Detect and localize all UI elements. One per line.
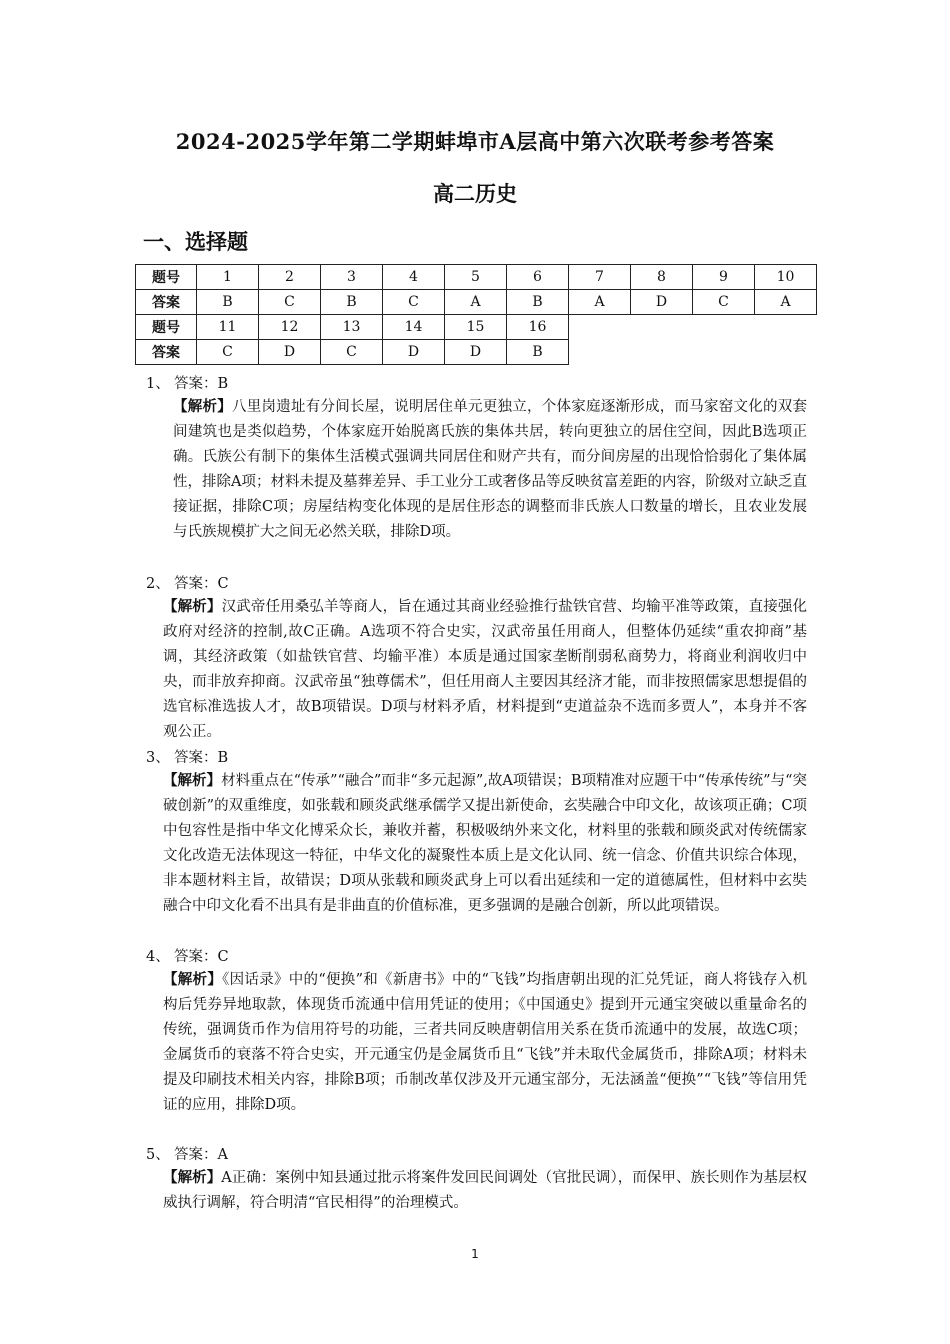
section-heading: 一、选择题 bbox=[143, 229, 248, 254]
question-number: 4、 bbox=[146, 949, 170, 965]
page-number: 1 bbox=[471, 1247, 479, 1261]
question-5-explanation bbox=[163, 1165, 807, 1216]
explanation-text: 《因话录》中的“便换”和《新唐书》中的“飞钱”均指唐朝出现的汇兑凭证，商人将钱存入机构后凭券异地取款，体现货币流通中信用凭证的使用；《中国通史》提到开元通宝突破以重量命名的传统，强调货币作为信用符号的功能，三者共同反映唐朝信用关系在货币流通中的发展，故选C项；金属货币的衰落不符合史实，开元通宝仍是金属货币且“飞钱”并未取代金属货币，排除A项；材料未提及印刷技术相关内容，排除B项；币制改革仅涉及开元通宝部分，无法涵盖“便换”“飞钱”等信用凭证的应用，排除D项。 bbox=[163, 972, 807, 1113]
document-subtitle: 高二历史 bbox=[433, 181, 517, 206]
question-number: 13 bbox=[321, 315, 383, 340]
answer-cell: A bbox=[755, 290, 817, 315]
question-number: 2 bbox=[259, 265, 321, 290]
question-number: 5 bbox=[445, 265, 507, 290]
question-1-answer bbox=[146, 372, 228, 393]
explanation-text: 八里岗遗址有分间长屋，说明居住单元更独立，个体家庭逐渐形成，而马家窑文化的双套间建筑也是类似趋势，个体家庭开始脱离氏族的集体共居，转向更独立的居住空间，因此B选项正确。氏族公有制下的集体生活模式强调共同居住和财产共有，而分间房屋的出现恰恰弱化了集体属性，排除A项；材料未提及墓葬差异、手工业分工或奢侈品等反映贫富差距的内容，阶级对立缺乏直接证据，排除C项；房屋结构变化体现的是居住形态的调整而非氏族人口数量的增长，且农业发展与氏族规模扩大之间无必然关联，排除D项。 bbox=[173, 399, 807, 540]
question-4-answer bbox=[146, 945, 229, 966]
question-5-answer bbox=[146, 1143, 228, 1164]
answer-cell: D bbox=[631, 290, 693, 315]
question-4-explanation bbox=[163, 967, 807, 1118]
answer-text: 答案：C bbox=[174, 949, 229, 965]
table-row bbox=[136, 340, 817, 365]
answer-cell: B bbox=[197, 290, 259, 315]
explanation-tag: 【解析】 bbox=[163, 598, 222, 615]
question-3-answer bbox=[146, 746, 228, 767]
question-2-explanation bbox=[163, 594, 807, 745]
question-number: 5、 bbox=[146, 1147, 170, 1163]
document-title: 2024-2025学年第二学期蚌埠市A层高中第六次联考参考答案 bbox=[175, 129, 775, 154]
question-number: 9 bbox=[693, 265, 755, 290]
question-number: 1 bbox=[197, 265, 259, 290]
row-label: 答案 bbox=[136, 340, 197, 365]
question-number: 3 bbox=[321, 265, 383, 290]
answer-cell: B bbox=[507, 290, 569, 315]
answer-cell: D bbox=[259, 340, 321, 365]
answer-cell: C bbox=[321, 340, 383, 365]
answer-cell: B bbox=[507, 340, 569, 365]
row-label: 题号 bbox=[136, 315, 197, 340]
answer-text: 答案：A bbox=[174, 1147, 228, 1163]
explanation-text: A正确：案例中知县通过批示将案件发回民间调处（官批民调），而保甲、族长则作为基层权威执行调解，符合明清“官民相得”的治理模式。 bbox=[163, 1170, 808, 1211]
question-number: 12 bbox=[259, 315, 321, 340]
question-number: 6 bbox=[507, 265, 569, 290]
explanation-text: 汉武帝任用桑弘羊等商人，旨在通过其商业经验推行盐铁官营、均输平准等政策，直接强化政府对经济的控制,故C正确。A选项不符合史实，汉武帝虽任用商人，但整体仍延续“重农抑商”基调，其经济政策（如盐铁官营、均输平准）本质是通过国家垄断削弱私商势力，将商业利润收归中央，而非放弃抑商。汉武帝虽“独尊儒术”，但任用商人主要因其经济才能，而非按照儒家思想提倡的选官标准选拔人才，故B项错误。D项与材料矛盾，材料提到“吏道益杂不选而多贾人”，本身并不客观公正。 bbox=[163, 599, 808, 740]
question-number: 2、 bbox=[146, 576, 170, 592]
question-number: 16 bbox=[507, 315, 569, 340]
question-3-explanation bbox=[163, 768, 807, 919]
question-1-explanation bbox=[173, 394, 807, 545]
explanation-tag: 【解析】 bbox=[173, 398, 232, 415]
answer-cell: C bbox=[259, 290, 321, 315]
question-number: 8 bbox=[631, 265, 693, 290]
answer-cell: D bbox=[383, 340, 445, 365]
answer-cell: A bbox=[569, 290, 631, 315]
row-label: 答案 bbox=[136, 290, 197, 315]
explanation-tag: 【解析】 bbox=[163, 971, 223, 988]
answer-cell: A bbox=[445, 290, 507, 315]
table-row bbox=[136, 290, 817, 315]
answer-text: 答案：B bbox=[174, 376, 229, 392]
question-2-answer bbox=[146, 572, 229, 593]
answer-text: 答案：C bbox=[174, 576, 229, 592]
explanation-tag: 【解析】 bbox=[163, 1169, 222, 1186]
question-number: 15 bbox=[445, 315, 507, 340]
question-number: 11 bbox=[197, 315, 259, 340]
question-number: 4 bbox=[383, 265, 445, 290]
question-number: 14 bbox=[383, 315, 445, 340]
answer-text: 答案：B bbox=[174, 750, 229, 766]
question-number: 1、 bbox=[146, 376, 170, 392]
answer-cell: C bbox=[693, 290, 755, 315]
answer-cell: B bbox=[321, 290, 383, 315]
question-number: 7 bbox=[569, 265, 631, 290]
answer-cell: C bbox=[197, 340, 259, 365]
answer-cell: D bbox=[445, 340, 507, 365]
row-label: 题号 bbox=[136, 265, 197, 290]
explanation-tag: 【解析】 bbox=[163, 772, 222, 789]
table-row bbox=[136, 265, 817, 290]
table-row bbox=[136, 315, 817, 340]
question-number: 10 bbox=[755, 265, 817, 290]
answer-table bbox=[135, 264, 817, 365]
question-number: 3、 bbox=[146, 750, 170, 766]
explanation-text: 材料重点在“传承”“融合”而非“多元起源”,故A项错误；B项精准对应题干中“传承传统”与“突破创新”的双重维度，如张载和顾炎武继承儒学又提出新使命，玄奘融合中印文化，故该项正确；C项中包容性是指中华文化博采众长，兼收并蓄，积极吸纳外来文化，材料里的张载和顾炎武对传统儒家文化改造无法体现这一特征，中华文化的凝聚性本质上是文化认同、统一信念、价值共识综合体现，非本题材料主旨，故错误；D项从张载和顾炎武身上可以看出延续和一定的道德属性，但材料中玄奘融合中印文化看不出具有是非曲直的价值标准，更多强调的是融合创新，所以此项错误。 bbox=[163, 773, 808, 914]
answer-cell: C bbox=[383, 290, 445, 315]
